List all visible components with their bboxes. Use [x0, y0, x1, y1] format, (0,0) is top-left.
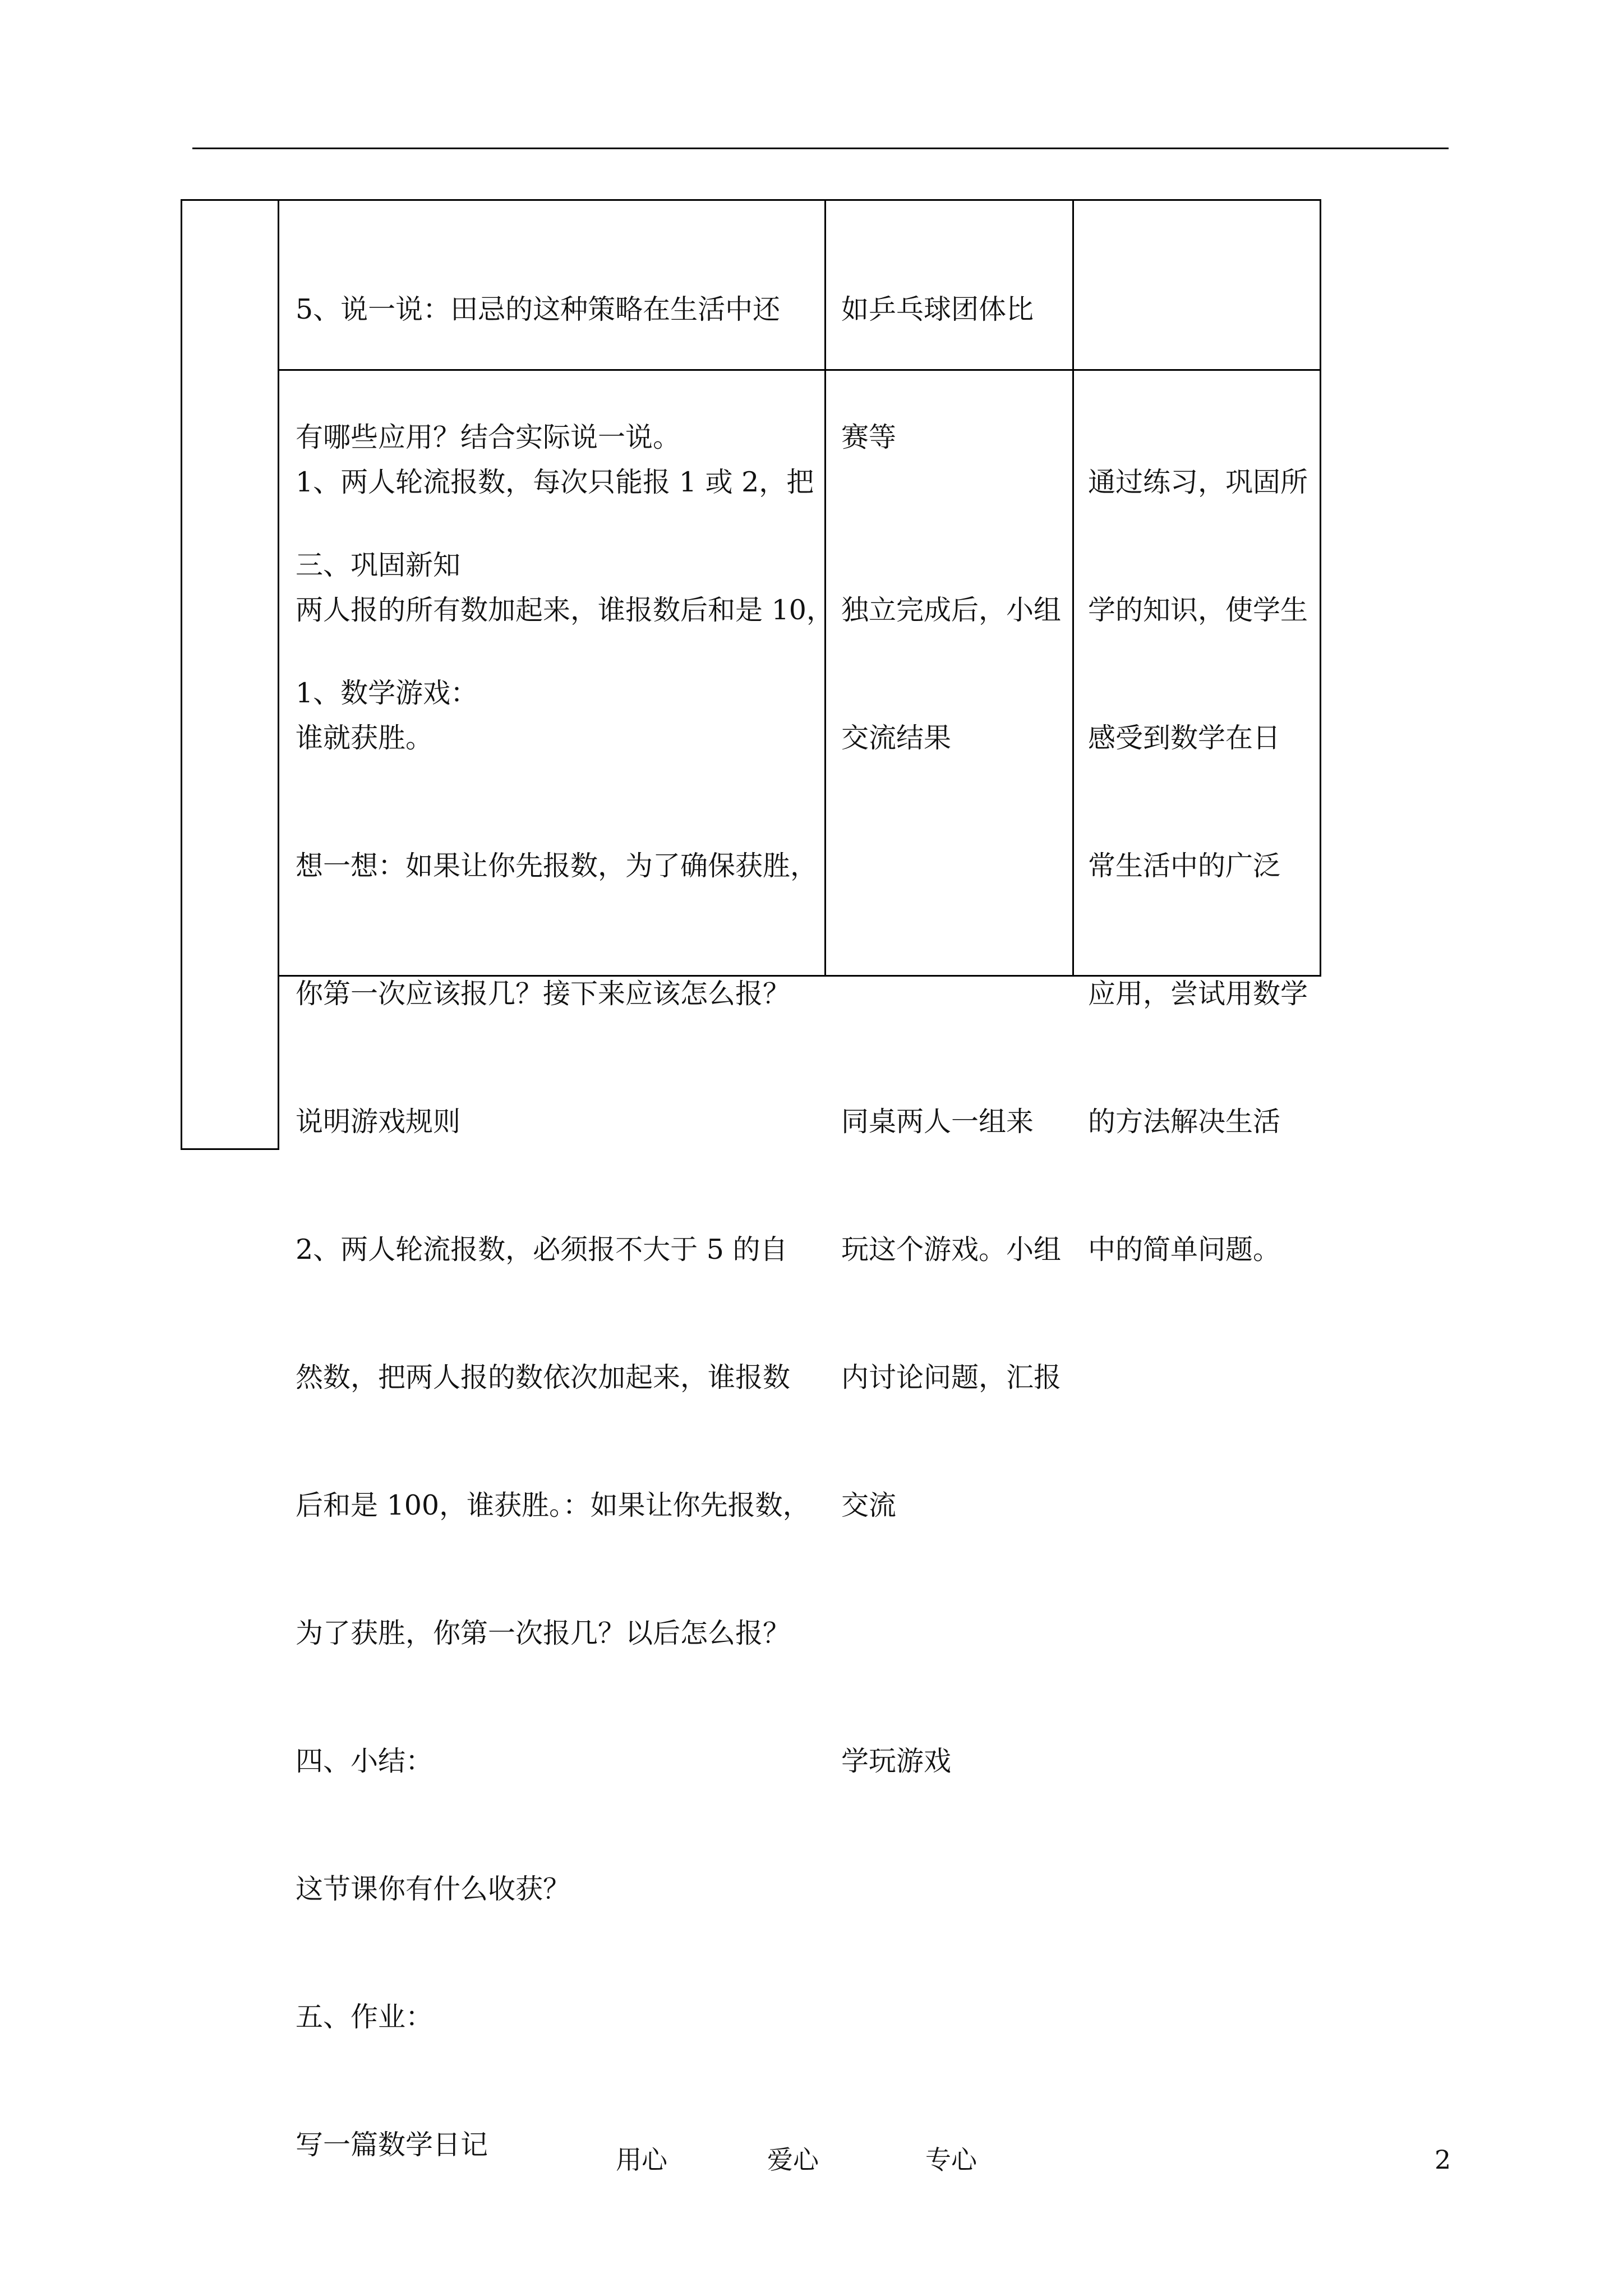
text-line: 内讨论问题，汇报: [841, 1361, 1062, 1393]
text-line: 学的知识，使学生: [1088, 594, 1308, 626]
footer-motto-1: 用心: [616, 2145, 667, 2175]
text-line: [841, 845, 1066, 887]
text-line: 学玩游戏: [841, 1745, 952, 1777]
footer-motto-2: 爱心: [767, 2145, 819, 2175]
text-line: 如乒乓球团体比: [841, 293, 1034, 325]
text-line: 应用，尝试用数学: [1088, 978, 1308, 1010]
header-rule: [192, 148, 1449, 149]
text-line: 的方法解决生活: [1088, 1106, 1281, 1138]
text-line: 赛等: [841, 421, 897, 453]
text-line: [841, 973, 1066, 1015]
text-line: 5、说一说：田忌的这种策略在生活中还: [296, 293, 781, 325]
column-divider-1: [824, 199, 826, 977]
page-number: 2: [1435, 2145, 1451, 2175]
text-line: 想一想：如果让你先报数，为了确保获胜，: [296, 850, 818, 882]
text-line: [841, 461, 1066, 504]
text-line: 为了获胜，你第一次报几？以后怎么报？: [296, 1617, 791, 1649]
left-column-cell: [181, 199, 279, 1150]
footer-motto-3: 专心: [925, 2145, 977, 2175]
text-line: 玩这个游戏。小组: [841, 1234, 1062, 1266]
text-line: 交流: [841, 1489, 897, 1521]
row2-content-cell: [296, 376, 834, 2209]
text-line: 1、两人轮流报数，每次只能报 1 或 2，把: [296, 466, 814, 498]
text-line: 然数，把两人报的数依次加起来，谁报数: [296, 1361, 791, 1393]
text-line: 后和是 100，谁获胜。：如果让你先报数，: [296, 1489, 810, 1521]
text-line: 常生活中的广泛: [1088, 850, 1281, 882]
text-line: 独立完成后，小组: [841, 594, 1062, 626]
text-line: 写一篇数学日记: [296, 2129, 488, 2161]
text-line: 有哪些应用？结合实际说一说。: [296, 421, 681, 453]
text-line: 谁就获胜。: [296, 722, 434, 754]
text-line: 两人报的所有数加起来，谁报数后和是 10，: [296, 594, 834, 626]
text-line: 1、数学游戏：: [296, 677, 478, 709]
column-divider-2: [1072, 199, 1074, 977]
text-line: 中的简单问题。: [1088, 1234, 1281, 1266]
text-line: 2、两人轮流报数，必须报不大于 5 的自: [296, 1234, 788, 1266]
text-line: 感受到数学在日: [1088, 722, 1281, 754]
row2-intent-cell: [1088, 376, 1315, 1314]
text-line: 你第一次应该报几？接下来应该怎么报？: [296, 978, 791, 1010]
text-line: 五、作业：: [296, 2001, 434, 2033]
row2-student-cell: [841, 376, 1066, 1825]
text-line: 通过练习，巩固所: [1088, 466, 1308, 498]
text-line: 交流结果: [841, 722, 952, 754]
text-line: 三、巩固新知: [296, 549, 461, 581]
text-line: [841, 1612, 1066, 1655]
text-line: 说明游戏规则: [296, 1106, 461, 1138]
text-line: 同桌两人一组来: [841, 1106, 1034, 1138]
text-line: 四、小结：: [296, 1745, 434, 1777]
text-line: 这节课你有什么收获？: [296, 1873, 571, 1905]
